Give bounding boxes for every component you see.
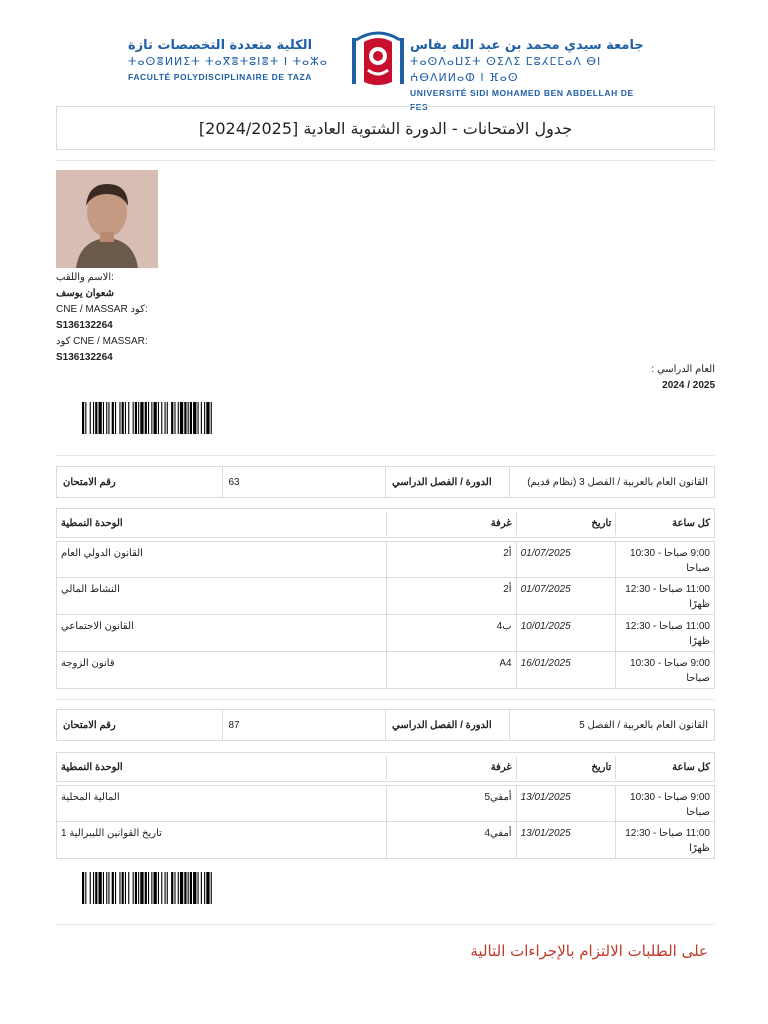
- row-date: 13/01/2025: [516, 822, 616, 858]
- header-date: تاريخ: [516, 756, 616, 779]
- semester-value: القانون العام بالعربية / الفصل 3 (نظام قديم): [527, 476, 708, 488]
- row-time: 9:00 صباحا - 10:30 صباحا: [615, 652, 714, 688]
- cne-label-alt: كود CNE / MASSAR:: [56, 336, 148, 347]
- header-room: غرفة: [386, 512, 516, 535]
- table-row: [56, 578, 715, 615]
- table-row: [56, 785, 715, 822]
- exam-table: [56, 752, 715, 859]
- table-row: [56, 615, 715, 652]
- barcode-icon: [82, 402, 304, 434]
- header-date: تاريخ: [516, 512, 616, 535]
- table-row: [56, 541, 715, 578]
- session-meta: [56, 466, 715, 498]
- exam-number: 63: [223, 467, 387, 497]
- session-meta: [56, 709, 715, 741]
- university-logo-icon: [348, 28, 408, 90]
- table-header: [56, 508, 715, 538]
- divider: [56, 455, 715, 456]
- row-room: أ2: [386, 542, 516, 577]
- header-room: غرفة: [386, 756, 516, 779]
- header-time: كل ساعة: [615, 756, 714, 779]
- header-unit: الوحدة النمطية: [61, 517, 123, 529]
- row-room: أمفي4: [386, 822, 516, 858]
- notice-text: على الطلبات الالتزام بالإجراءات التالية: [470, 942, 708, 960]
- student-photo: [56, 170, 158, 268]
- table-row: [56, 822, 715, 859]
- faculty-block: [128, 38, 343, 84]
- row-time: 11:00 صباحا - 12:30 ظهرًا: [615, 615, 714, 651]
- row-room: أ2: [386, 578, 516, 614]
- row-unit: القانون الاجتماعي: [61, 621, 134, 632]
- row-unit: تاريخ القوانين الليبرالية 1: [61, 828, 162, 839]
- header-time: كل ساعة: [615, 512, 714, 535]
- page-header: [0, 28, 768, 112]
- university-name-ar: جامعة سيدي محمد بن عبد الله بفاس: [410, 38, 644, 53]
- semester-value: القانون العام بالعربية / الفصل 5: [579, 719, 708, 731]
- academic-year: [651, 362, 715, 394]
- university-block: [410, 38, 645, 114]
- cne-value: S136132264: [56, 320, 113, 331]
- student-info: [56, 270, 148, 366]
- semester-label: الدورة / الفصل الدراسي: [386, 710, 510, 740]
- row-unit: المالية المحلية: [61, 792, 120, 803]
- row-date: 16/01/2025: [516, 652, 616, 688]
- row-unit: النشاط المالي: [61, 584, 120, 595]
- name-label: الاسم واللقب:: [56, 272, 114, 283]
- header-unit: الوحدة النمطية: [61, 761, 123, 773]
- table-row: [56, 652, 715, 689]
- student-name: شعوان يوسف: [56, 288, 114, 299]
- academic-year-label: : العام الدراسي: [651, 364, 715, 375]
- academic-year-value: 2024 / 2025: [662, 380, 715, 391]
- row-unit: القانون الدولي العام: [61, 548, 143, 559]
- university-name-fr: UNIVERSITÉ SIDI MOHAMED BEN ABDELLAH DE FES: [410, 88, 634, 112]
- exam-number: 87: [223, 710, 387, 740]
- exam-number-label: رقم الامتحان: [57, 710, 223, 740]
- faculty-name-tf: ⵜⴰⵙⴻⵍⵍⵉⵜ ⵜⴰⴳⴻⵜⵓⵏⴻⵜ ⵏ ⵜⴰⵣⴰ: [128, 55, 328, 68]
- row-time: 9:00 صباحا - 10:30 صباحا: [615, 542, 714, 577]
- exam-table: [56, 508, 715, 689]
- row-unit: قانون الزوجة: [61, 658, 115, 669]
- cne-value-alt: S136132264: [56, 352, 113, 363]
- semester-label: الدورة / الفصل الدراسي: [386, 467, 510, 497]
- exam-number-label: رقم الامتحان: [57, 467, 223, 497]
- row-room: A4: [386, 652, 516, 688]
- row-date: 10/01/2025: [516, 615, 616, 651]
- row-time: 11:00 صباحا - 12:30 ظهرًا: [615, 822, 714, 858]
- faculty-name-ar: الكلية متعددة التخصصات تازة: [128, 38, 313, 53]
- table-header: [56, 752, 715, 782]
- row-date: 13/01/2025: [516, 786, 616, 821]
- divider: [56, 924, 715, 925]
- faculty-name-fr: FACULTÉ POLYDISCIPLINAIRE DE TAZA: [128, 72, 312, 82]
- row-date: 01/07/2025: [516, 578, 616, 614]
- cne-label: CNE / MASSAR كود:: [56, 304, 148, 315]
- row-room: ب4: [386, 615, 516, 651]
- page-title: جدول الامتحانات - الدورة الشتوية العادية [2024/2025]: [56, 106, 715, 150]
- barcode-icon: [82, 872, 304, 904]
- row-time: 9:00 صباحا - 10:30 صباحا: [615, 786, 714, 821]
- university-name-tf: ⵜⴰⵙⴷⴰⵡⵉⵜ ⵙⵉⴷⵉ ⵎⵓⵃⵎⵎⴰⴷ ⴱⵏ ⵄⴱⴷⵍⵍⴰⵀ ⵏ ⴼⴰⵙ: [410, 55, 602, 84]
- divider: [56, 160, 715, 161]
- row-time: 11:00 صباحا - 12:30 ظهرًا: [615, 578, 714, 614]
- row-date: 01/07/2025: [516, 542, 616, 577]
- row-room: أمفي5: [386, 786, 516, 821]
- divider: [56, 699, 715, 700]
